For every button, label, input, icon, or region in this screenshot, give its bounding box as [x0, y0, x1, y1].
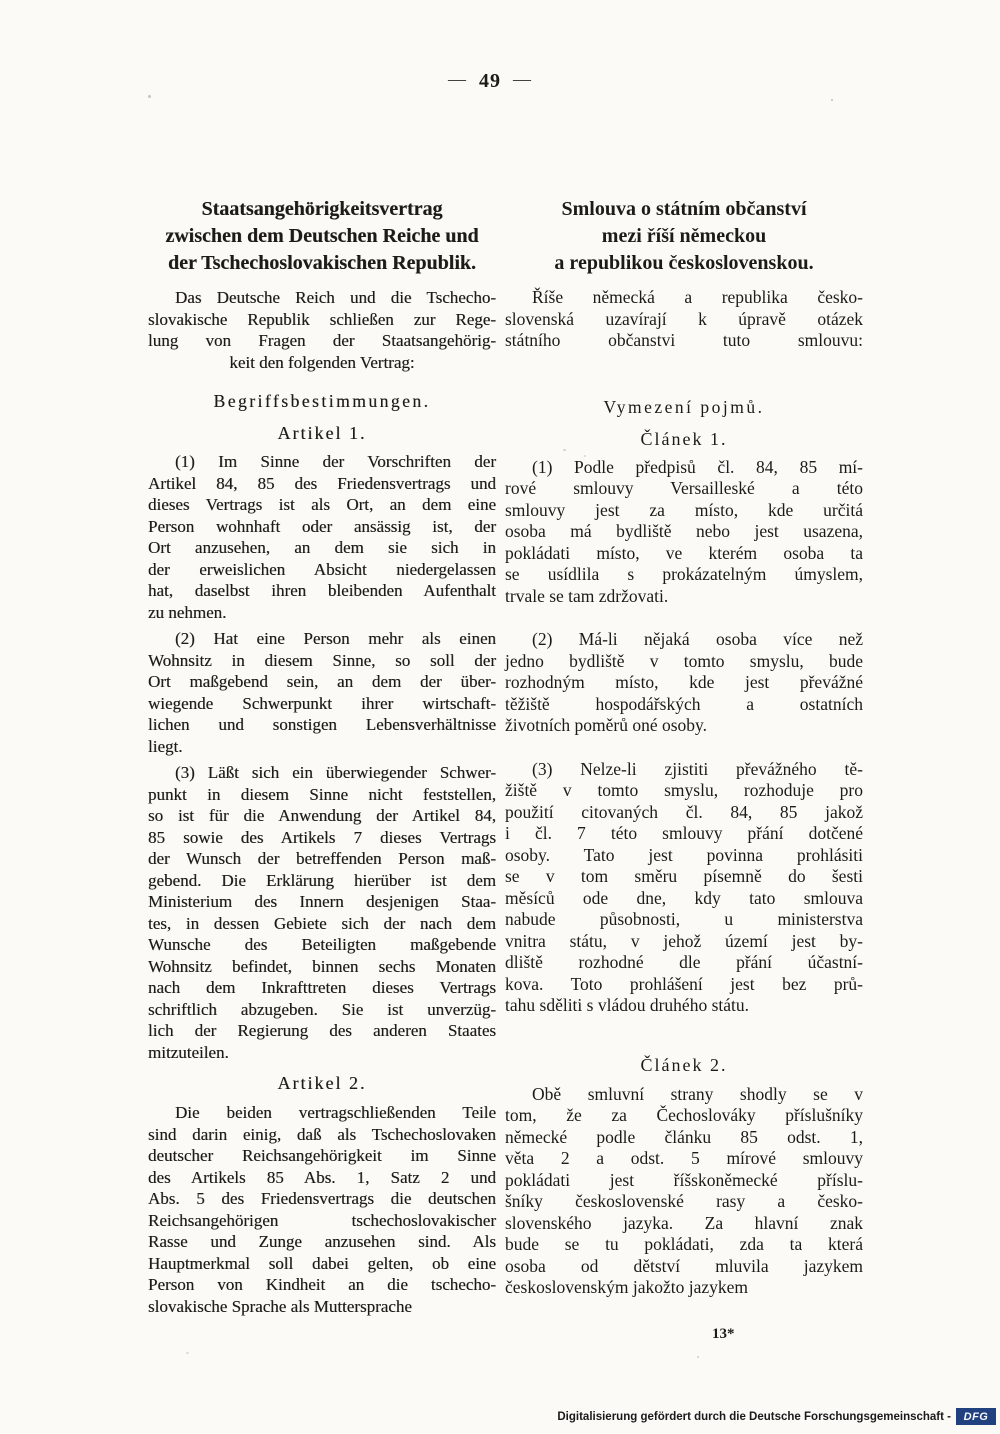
text-line: Obě smluvní strany shodly se v: [532, 1083, 863, 1104]
text-line: (1) Im Sinne der Vorschriften der: [175, 452, 496, 471]
text-line: zwischen dem Deutschen Reiche und: [165, 225, 479, 247]
text-line: rozhodným místo, kde jest převážné: [505, 672, 863, 692]
text-line: der Tschechoslovakischen Republik.: [167, 252, 477, 274]
text-line: sind darin einig, daß als Tschechoslovaken: [148, 1124, 496, 1144]
text-line: Das Deutsche Reich und die Tschecho-: [175, 288, 496, 307]
german-paragraph-6: [148, 762, 496, 1063]
text-line: liegt.: [148, 736, 183, 756]
text-line: 85 sowie des Artikels 7 dieses Vertrags: [148, 827, 496, 847]
dfg-logo: DFG: [956, 1408, 996, 1425]
text-line: těžiště hospodářských a ostatních: [505, 693, 863, 714]
text-line: der Wunsch der betreffenden Person maß-: [148, 849, 496, 868]
text-line: státního občanstvi tuto smlouvu:: [505, 330, 863, 350]
text-line: smlouvy jest za místo, kde určitá: [505, 499, 863, 520]
text-line: Wohnsitz befindet, binnen sechs Monaten: [148, 956, 496, 976]
czech-heading-3: Článek 1.: [640, 428, 728, 449]
text-line: šníky československé rasy a česko-: [505, 1191, 863, 1211]
column-czech-text: [505, 196, 863, 1299]
text-line: slovakische Republik schließen zur Rege-: [148, 309, 496, 329]
scan-speck: [186, 1352, 189, 1354]
text-line: kova. Toto prohlášení jest bez prů-: [505, 973, 863, 994]
text-line: Staatsangehörigkeitsvertrag: [201, 198, 443, 220]
credit-text: Digitalisierung gefördert durch die Deutsche Forschungsgemeinschaft -: [557, 1410, 951, 1423]
czech-title-0: [505, 196, 863, 277]
text-line: mezi říší německou: [601, 225, 767, 247]
text-line: německé podle článku 85 odst. 1,: [505, 1126, 863, 1147]
text-line: se usídlila s prokázatelným úmyslem,: [505, 564, 863, 584]
text-line: Person von Kindheit an die tschecho-: [148, 1275, 496, 1294]
text-line: lichen und sonstigen Lebensverhältnisse: [148, 715, 496, 734]
text-line: mitzuteilen.: [148, 1042, 229, 1062]
text-line: Wunsche des Beteiligten maßgebende: [148, 935, 496, 954]
german-heading-3: Artikel 1.: [277, 423, 367, 443]
text-line: wiegende Schwerpunkt ihrer wirtschaft-: [148, 693, 496, 713]
text-line: lich der Regierung des anderen Staates: [148, 1021, 496, 1040]
text-line: zu nehmen.: [148, 602, 227, 622]
czech-paragraph-5: [505, 629, 863, 737]
text-line: so ist für die Anwendung der Artikel 84,: [148, 806, 496, 825]
text-line: slovenská uzavírají k úpravě otázek: [505, 308, 863, 329]
text-line: a republikou československou.: [554, 252, 814, 274]
text-line: Abs. 5 des Friedensvertrags die deutschen: [148, 1189, 496, 1208]
text-line: (3) Nelze-li zjistiti převážného tě-: [532, 758, 863, 779]
german-heading-spaced-2: Begriffsbestimmungen.: [213, 391, 431, 411]
text-line: osoba má bydliště nebo jest usazena,: [505, 521, 863, 541]
text-line: Ort anzusehen, an dem sie sich in: [148, 538, 496, 557]
header-dash-right: —: [513, 69, 532, 89]
text-line: dieses Vertrags ist als Ort, an dem eine: [148, 495, 496, 514]
german-paragraph-5: [148, 628, 496, 757]
sheet-signature-mark: 13*: [712, 1326, 735, 1342]
czech-paragraph-8: [505, 1084, 863, 1299]
text-line: měsíců ode dne, kdy tato smlouva: [505, 887, 863, 908]
digitization-credit: [557, 1408, 996, 1425]
text-line: tahu sděliti s vládou druhého státu.: [505, 995, 749, 1015]
text-line: der erweislichen Absicht niedergelassen: [148, 559, 496, 579]
text-line: slovakische Sprache als Muttersprache: [148, 1296, 412, 1316]
text-line: tom, že za Čechoslováky příslušníky: [505, 1105, 863, 1125]
text-line: (1) Podle předpisů čl. 84, 85 mí-: [532, 456, 863, 477]
text-line: lung von Fragen der Staatsangehörig-: [148, 331, 496, 350]
czech-heading-7: Článek 2.: [640, 1054, 728, 1075]
text-line: použití citovaných čl. 84, 85 jakož: [505, 801, 863, 822]
text-line: schriftlich abzugeben. Sie ist unverzüg-: [148, 999, 496, 1019]
text-line: trvale se tam zdržovati.: [505, 585, 669, 606]
text-line: tes, in dessen Gebiete sich der nach dem: [148, 913, 496, 933]
text-line: hat, daselbst ihren bleibenden Aufenthalt: [148, 581, 496, 600]
text-line: Smlouva o státním občanství: [561, 198, 807, 220]
text-line: (3) Läßt sich ein überwiegender Schwer-: [175, 763, 496, 782]
czech-heading-spaced-2: Vymezení pojmů.: [603, 396, 765, 417]
text-line: se v tom směru písemně do šesti: [505, 866, 863, 886]
text-line: československým jakožto jazykem: [505, 1277, 748, 1297]
text-line: des Artikels 85 Abs. 1, Satz 2 und: [148, 1167, 496, 1187]
german-title-0: [148, 196, 496, 277]
text-line: pokládati místo, ve kterém osoba ta: [505, 542, 863, 563]
text-line: (2) Hat eine Person mehr als einen: [175, 629, 496, 648]
text-line: Rasse und Zunge anzusehen sind. Als: [148, 1232, 496, 1251]
page-number-header: [0, 70, 980, 93]
czech-paragraph-6: [505, 759, 863, 1017]
text-line: Ministerium des Innern desjenigen Staa-: [148, 892, 496, 911]
text-line: i čl. 7 této smlouvy přání dotčené: [505, 823, 863, 843]
text-line: punkt in diesem Sinne nicht feststellen,: [148, 784, 496, 804]
scan-speck: [697, 1356, 699, 1358]
text-line: rové smlouvy Versailleské a této: [505, 478, 863, 498]
german-paragraph-1: [148, 287, 496, 373]
text-line: slovenského jazyka. Za hlavní znak: [505, 1212, 863, 1233]
text-line: nabude působnosti, u ministerstva: [505, 909, 863, 929]
header-dash-left: —: [448, 69, 467, 89]
text-line: jedno bydliště v tomto smyslu, bude: [505, 650, 863, 671]
text-line: bude se tu pokládati, zda ta která: [505, 1234, 863, 1254]
text-line: Die beiden vertragschließenden Teile: [175, 1103, 496, 1122]
text-line: nach dem Inkrafttreten dieses Vertrags: [148, 978, 496, 997]
text-line: věta 2 a odst. 5 mírové smlouvy: [505, 1148, 863, 1168]
text-line: Person wohnhaft oder ansässig ist, der: [148, 516, 496, 536]
text-line: Reichsangehörigen tschechoslovakischer: [148, 1210, 496, 1230]
page-number: 49: [479, 70, 501, 92]
text-line: Říše německá a republika česko-: [532, 287, 863, 307]
czech-paragraph-1: [505, 287, 863, 352]
text-line: keit den folgenden Vertrag:: [229, 352, 415, 372]
scan-speck: [148, 95, 151, 98]
text-line: pokládati jest říšskoněmecké příslu-: [505, 1169, 863, 1190]
scan-speck: [584, 455, 586, 457]
text-line: dliště rozhodné dle přání účastní-: [505, 952, 863, 972]
czech-paragraph-4: [505, 457, 863, 608]
text-line: osoby. Tato jest povinna prohlásiti: [505, 844, 863, 865]
text-line: deutscher Reichsangehörigkeit im Sinne: [148, 1146, 496, 1165]
text-line: Artikel 84, 85 des Friedensvertrags und: [148, 473, 496, 493]
scan-speck: [563, 449, 566, 451]
scan-speck: [831, 99, 833, 101]
text-line: Hauptmerkmal soll dabei gelten, ob eine: [148, 1253, 496, 1273]
german-paragraph-8: [148, 1102, 496, 1317]
text-line: osoba od dětství mluvila jazykem: [505, 1255, 863, 1276]
text-line: (2) Má-li nějaká osoba více než: [532, 629, 863, 649]
text-line: Ort maßgebend sein, an dem der über-: [148, 672, 496, 691]
german-heading-7: Artikel 2.: [277, 1073, 367, 1093]
column-german-text: [148, 196, 496, 1317]
text-line: Wohnsitz in diesem Sinne, so soll der: [148, 650, 496, 670]
text-line: žiště v tomto smyslu, rozhoduje pro: [505, 780, 863, 800]
text-line: gebend. Die Erklärung hierüber ist dem: [148, 870, 496, 890]
text-line: vnitra státu, v jehož území jest by-: [505, 930, 863, 951]
german-paragraph-4: [148, 451, 496, 623]
text-line: životních poměrů oné osoby.: [505, 715, 708, 735]
